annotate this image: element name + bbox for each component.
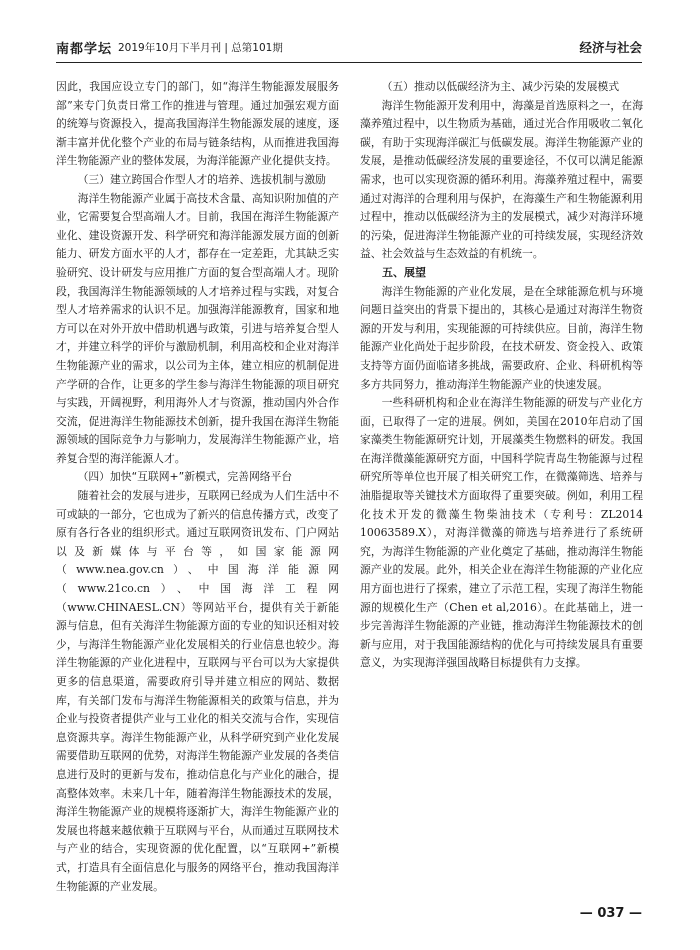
paragraph: 一些科研机构和企业在海洋生物能源的研发与产业化方面，已取得了一定的进展。例如，美国在2010年启动了国家藻类生物能源研究计划，开展藻类生物燃料的研发。我国在海洋微藻能源研究方面，中国科学院青岛生物能源与过程研究所等单位也开展了相关研究工作，在微藻筛选、培养与油脂提取等关键技术方面取得了重要突破。例如，利用工程化技术开发的微藻生物柴油技术（专利号：ZL2014 10063589.X），对海洋微藻的筛选与培养进行了系统研究，为海洋生物能源的产业化奠定了基础，推动海洋生物能源产业的发展。此外，相关企业在海洋生物能源的产业化应用方面也进行了探索，建立了示范工程，实现了海洋生物能源的规模化生产（Chen et al,2016）。在此基础上，进一步完善海洋生物能源的产业链，推动海洋生物能源技术的创新与应用，对于我国能源结构的优化与可持续发展具有重要意义，为实现海洋强国战略目标提供有力支撑。	[360, 396, 643, 670]
paragraph: 海洋生物能源开发利用中，海藻是首选原料之一，在海藻养殖过程中，以生物质为基础，通过光合作用吸收二氧化碳，有助于实现海洋碳汇与低碳发展。海洋生物能源产业的发展，是推动低碳经济发展的重要途径，不仅可以满足能源需求，也可以实现资源的循环利用。海藻养殖过程中，需要通过对海洋的合理利用与保护，在海藻生产和生物能源利用过程中，推动以低碳经济为主的发展模式，减少对海洋环境的污染，促进海洋生物能源产业的可持续发展，实现经济效益、社会效益与生态效益的有机统一。	[360, 98, 643, 261]
section-heading: 五、展望	[382, 265, 426, 279]
paragraph: 随着社会的发展与进步，互联网已经成为人们生活中不可或缺的一部分，它也成为了新兴的信息传播方式，改变了原有各行各业的组织形式。通过互联网资讯发布、门户网站以及新媒体与平台等，如国家能源网（www.nea.gov.cn）、中国海洋能源网（www.21co.cn）、中国海洋工程网（www.CHINAESL.CN）等网站平台，提供有关于新能源与信息，但有关海洋生物能源方面的专业的知识还相对较少，与海洋生物能源产业化发展相关的行业信息也较少。海洋生物能源的产业化进程中，互联网与平台可以为大家提供更多的信息渠道，需要政府引导并建立相应的网站、数据库，有关部门发布与海洋生物能源相关的政策与信息，并为企业与投资者提供产业与工业化的相关交流与合作，实现信息资源共享。海洋生物能源产业，从科学研究到产业化发展需要借助互联网的优势，对海洋生物能源产业发展的各类信息进行及时的更新与发布，推动信息化与产业化的融合，提高整体效率。未来几十年，随着海洋生物能源技术的发展，海洋生物能源产业的规模将逐渐扩大，海洋生物能源产业的发展也将越来越依赖于互联网与平台，从而通过互联网技术与产业的结合，实现资源的优化配置，以“互联网+”新模式，打造具有全面信息化与服务的网络平台，推动我国海洋生物能源的产业发展。	[56, 489, 339, 893]
issue-info: 2019年10月下半月刊 | 总第101期	[118, 42, 283, 54]
paragraph: 海洋生物能源的产业化发展，是在全球能源危机与环境问题日益突出的背景下提出的，其核心是通过对海洋生物资源的开发与利用，实现能源的可持续供应。目前，海洋生物能源产业化尚处于起步阶段，在技术研发、资金投入、政策支持等方面仍面临诸多挑战，需要政府、企业、科研机构等多方共同努力，推动海洋生物能源产业的快速发展。	[360, 284, 643, 391]
paragraph: 海洋生物能源产业属于高技术含量、高知识附加值的产业，它需要复合型高端人才。目前，我国在海洋生物能源产业化、建设资源开发、科学研究和海洋能源发展方面的创新能力、研发方面水平的人才，都存在一定差距，尤其缺乏实验研究、设计研发与应用推广方面的复合型高端人才。现阶段，我国海洋生物能源领域的人才培养过程与实践，对复合型人才培养需求的认识不足。加强海洋能源教育，国家和地方可以在对外开放中借助机遇与政策，引进与培养复合型人才，并建立科学的评价与激励机制，利用高校和企业对海洋生物能源产业的需求，以公司为主体，建立相应的机制促进产学研的合作，让更多的学生参与海洋生物能源的项目研究与实践，开阔视野，利用海外人才与资源，推动国内外合作交流，促进海洋生物能源技术创新，提升我国在海洋生物能源领域的国际竞争力与影响力，发展海洋生物能源产业，培养复合型的海洋能源人才。	[56, 191, 339, 465]
left-column	[56, 78, 339, 896]
subsection-heading: （四）加快“互联网+”新模式，完善网络平台	[77, 470, 293, 484]
running-header	[56, 34, 642, 63]
journal-name: 南都学坛	[56, 42, 113, 57]
subsection-heading: （五）推动以低碳经济为主、减少污染的发展模式	[381, 80, 620, 93]
section-name: 经济与社会	[579, 40, 642, 55]
paragraph: 因此，我国应设立专门的部门，如“海洋生物能源发展服务部”来专门负责日常工作的推进与管理。通过加强宏观方面的统筹与资源投入，提高我国海洋生物能源发展的速度，逐渐丰富并优化整个产业的布局与链条结构，从而推进我国海洋生物能源产业的整体发展，为海洋能源产业化提供支持。	[56, 80, 339, 168]
subsection-heading: （三）建立跨国合作型人才的培养、选拔机制与激励	[77, 172, 326, 186]
right-column	[360, 78, 643, 673]
page-number: — 037 —	[579, 906, 642, 921]
